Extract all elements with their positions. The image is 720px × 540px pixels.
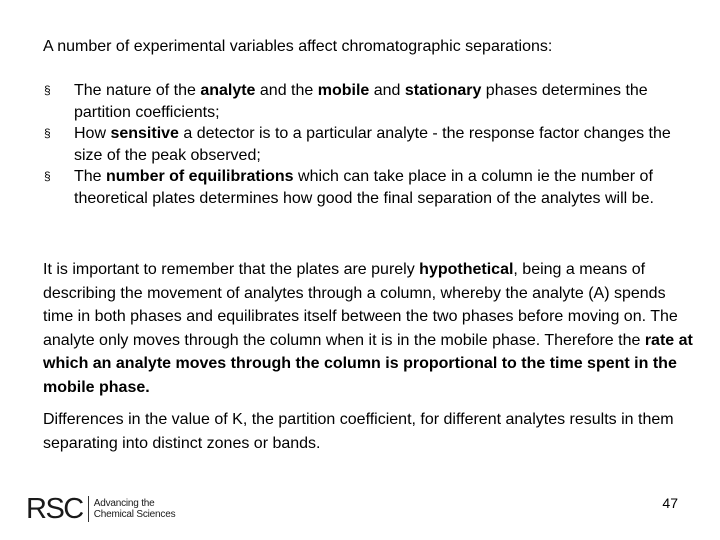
text-run: The	[74, 168, 107, 185]
tagline-line-1: Advancing the	[93, 497, 155, 509]
text-run: a detector is to a particular analyte - the response factor changes the size of the peak observed;	[74, 125, 671, 164]
rsc-logo	[26, 492, 175, 526]
list-item	[43, 80, 683, 123]
intro-text: A number of experimental variables affect chromatographic separations:	[43, 38, 553, 55]
text-run: How	[74, 125, 111, 142]
list-item	[43, 166, 683, 209]
text-run: The nature of the	[74, 82, 201, 99]
text-run: phases determines the partition coefficients;	[74, 82, 648, 121]
bold-term-hypothetical: hypothetical	[419, 261, 514, 278]
bold-term-stationary: stationary	[404, 82, 482, 99]
bullet-marker: §	[44, 126, 51, 140]
bold-term-analyte: analyte	[200, 82, 256, 99]
list-item	[43, 123, 683, 166]
bold-conclusion: rate at which an analyte moves through the column is proportional to the time spent in the mobile phase.	[43, 331, 693, 396]
variables-list	[43, 80, 683, 209]
text-run: and the	[255, 82, 318, 99]
text-run: It is important to remember that the plates are purely	[43, 261, 420, 278]
logo-tagline	[94, 498, 176, 521]
bold-term-sensitive: sensitive	[110, 125, 179, 142]
bullet-marker: §	[44, 83, 51, 97]
tagline-line-2: Chemical Sciences	[93, 509, 176, 520]
logo-wordmark: RSC	[26, 493, 83, 525]
text-run: and	[369, 82, 405, 99]
text-run: , being a means of describing the movement of analytes through a column, whereby the analyte (A) spends time in both phases and equilibrates itself between the two phases before moving on. The analyte only moves through the column when it is in the mobile phase. Therefore the	[43, 261, 678, 349]
partition-paragraph: Differences in the value of K, the partition coefficient, for different analytes results in them separating into distinct zones or bands.	[43, 411, 674, 452]
plates-paragraph	[43, 258, 693, 399]
logo-divider	[88, 496, 89, 522]
bold-term-equilibrations: number of equilibrations	[106, 168, 294, 185]
bullet-marker: §	[44, 169, 51, 183]
bold-term-mobile: mobile	[317, 82, 370, 99]
page-number: 47	[662, 495, 678, 511]
text-run: which can take place in a column ie the number of theoretical plates determines how good the final separation of the analytes will be.	[74, 168, 654, 207]
